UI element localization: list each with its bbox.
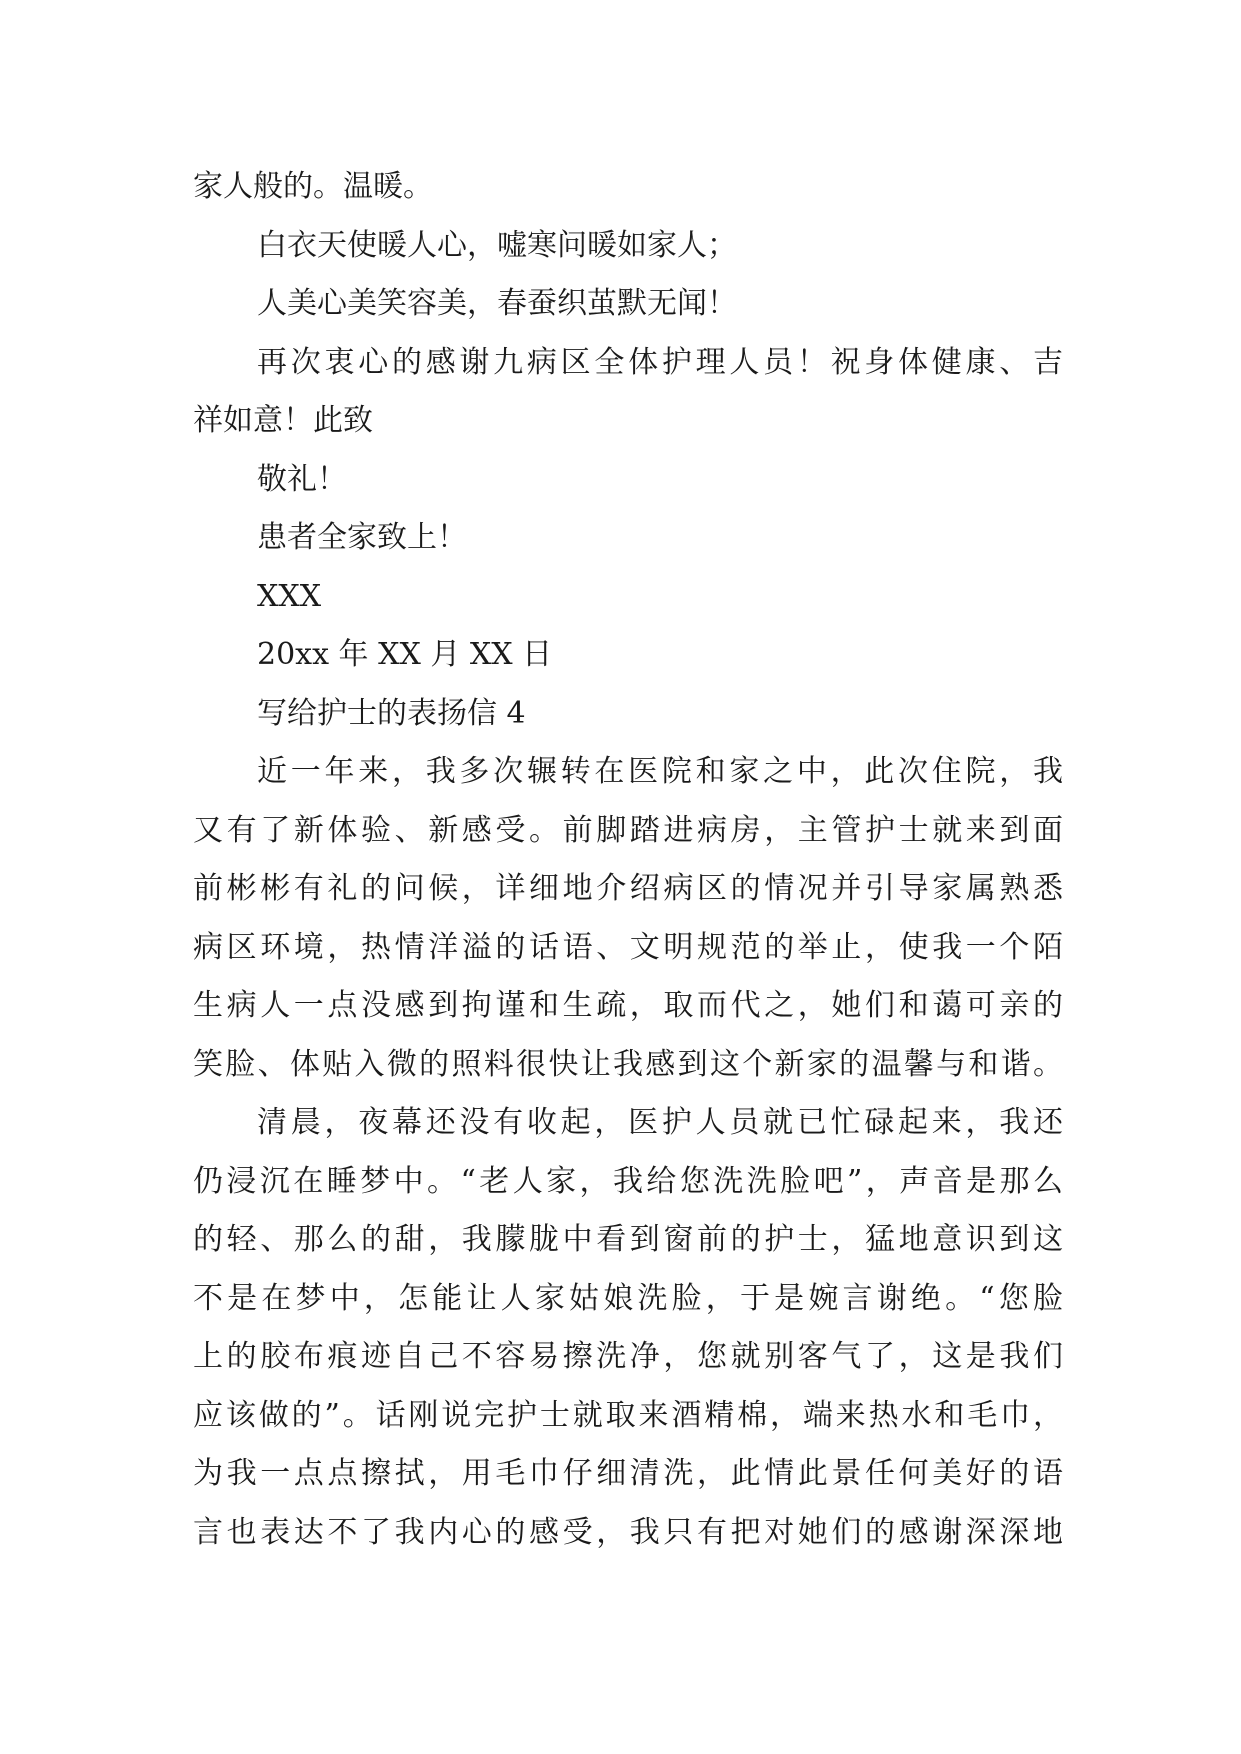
paragraph [193,568,1063,627]
text-line: 生病人一点没感到拘谨和生疏，取而代之，她们和蔼可亲的 [193,988,1063,1023]
text-line: 上的胶布痕迹自己不容易擦洗净，您就别客气了，这是我们 [193,1339,1063,1374]
text-line: 又有了新体验、新感受。前脚踏进病房，主管护士就来到面 [193,812,1063,848]
text-line: 不是在梦中，怎能让人家姑娘洗脸，于是婉言谢绝。“您脸 [193,1280,1063,1316]
paragraph [193,685,1063,744]
text-line: 仍浸沉在睡梦中。“老人家，我给您洗洗脸吧”，声音是那么 [193,1163,1063,1199]
paragraph [193,275,1063,334]
paragraph [193,217,1063,276]
text-line: 前彬彬有礼的问候，详细地介绍病区的情况并引导家属熟悉 [193,871,1063,906]
text-line: 清晨，夜幕还没有收起，医护人员就已忙碌起来，我还 [257,1105,1063,1140]
text-line: 再次衷心的感谢九病区全体护理人员！祝身体健康、吉 [257,344,1063,380]
text-line: 应该做的”。话刚说完护士就取来酒精棉，端来热水和毛巾， [193,1397,1063,1433]
text-line: 病区环境，热情洋溢的话语、文明规范的举止，使我一个陌 [193,929,1063,965]
text-line: 白衣天使暖人心，嘘寒问暖如家人； [257,227,737,263]
text-line: 笑脸、体贴入微的照料很快让我感到这个新家的温馨与和谐。 [193,1046,1063,1082]
closing-salutation: 敬礼！ [257,461,347,497]
text-line: 的轻、那么的甜，我朦胧中看到窗前的护士，猛地意识到这 [193,1222,1063,1257]
paragraph [193,158,1063,217]
paragraph [193,626,1063,685]
text-line: 家人般的。温暖。 [193,169,433,204]
text-line: 为我一点点擦拭，用毛巾仔细清洗，此情此景任何美好的语 [193,1456,1063,1491]
text-line: 人美心美笑容美，春蚕织茧默无闻！ [257,286,737,321]
signature-name: XXX [257,578,322,614]
paragraph [193,334,1063,451]
text-line: 近一年来，我多次辗转在医院和家之中，此次住院，我 [257,754,1063,789]
text-line: 言也表达不了我内心的感受，我只有把对她们的感谢深深地 [193,1514,1063,1550]
paragraph [193,509,1063,568]
paragraph [193,1094,1063,1562]
signature-line: 患者全家致上！ [257,520,467,555]
paragraph [193,743,1063,1094]
document-body [193,158,1063,1562]
letter-date: 20xx 年 XX 月 XX 日 [257,637,553,672]
text-line: 祥如意！此致 [193,403,373,438]
paragraph [193,451,1063,510]
section-heading: 写给护士的表扬信 4 [257,695,526,731]
